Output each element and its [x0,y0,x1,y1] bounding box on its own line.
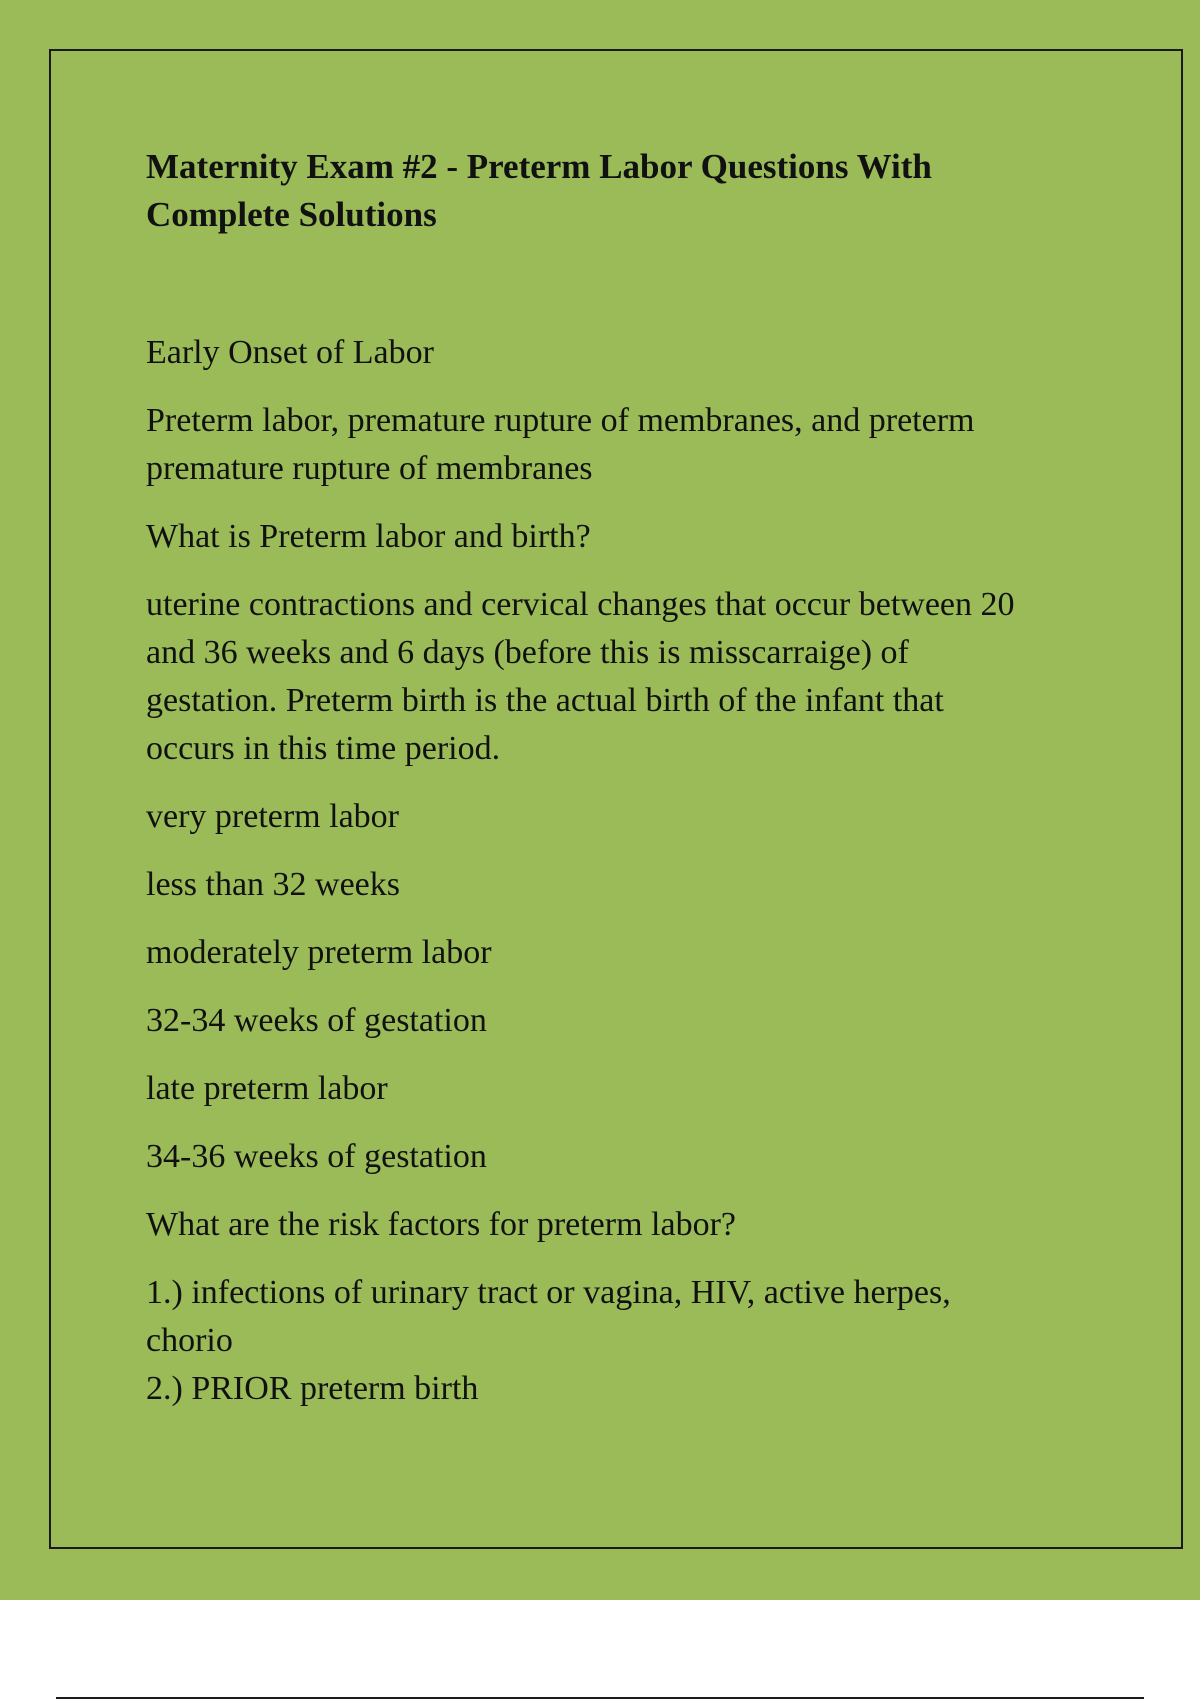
text-line: moderately preterm labor [146,934,492,971]
text-line: What is Preterm labor and birth? [146,518,591,555]
page-divider [56,1697,1144,1699]
document-content [146,143,1086,1433]
document-title [146,143,1086,239]
text-line: less than 32 weeks [146,866,401,903]
paragraph-34-36-weeks [146,1133,1086,1181]
text-line: 34-36 weeks of gestation [146,1138,487,1175]
text-line: occurs in this time period. [146,730,501,767]
paragraph-risk-factors-question [146,1201,1086,1249]
text-line: late preterm labor [146,1070,388,1107]
paragraph-question-preterm [146,513,1086,561]
paragraph-early-onset [146,329,1086,377]
text-line: 2.) PRIOR preterm birth [146,1370,479,1407]
text-line: and 36 weeks and 6 days (before this is misscarraige) of [146,634,909,671]
text-line: very preterm labor [146,798,399,835]
paragraph-less-than-32 [146,861,1086,909]
paragraph-very-preterm [146,793,1086,841]
text-line: 32-34 weeks of gestation [146,1002,487,1039]
paragraph-answer-preterm [146,581,1086,773]
text-line: chorio [146,1322,233,1359]
text-line: Preterm labor, premature rupture of membranes, and preterm [146,402,975,439]
text-line: What are the risk factors for preterm labor? [146,1206,736,1243]
paragraph-late-preterm [146,1065,1086,1113]
paragraph-moderately-preterm [146,929,1086,977]
paragraph-32-34-weeks [146,997,1086,1045]
text-line: gestation. Preterm birth is the actual birth of the infant that [146,682,944,719]
title-line: Maternity Exam #2 - Preterm Labor Questions With [146,147,932,186]
paragraph-preterm-definition-list [146,397,1086,493]
title-line: Complete Solutions [146,195,437,234]
text-line: uterine contractions and cervical changes that occur between 20 [146,586,1015,623]
paragraph-risk-factors-answer [146,1269,1086,1413]
text-line: premature rupture of membranes [146,450,593,487]
text-line: 1.) infections of urinary tract or vagina, HIV, active herpes, [146,1274,951,1311]
text-line: Early Onset of Labor [146,334,434,371]
